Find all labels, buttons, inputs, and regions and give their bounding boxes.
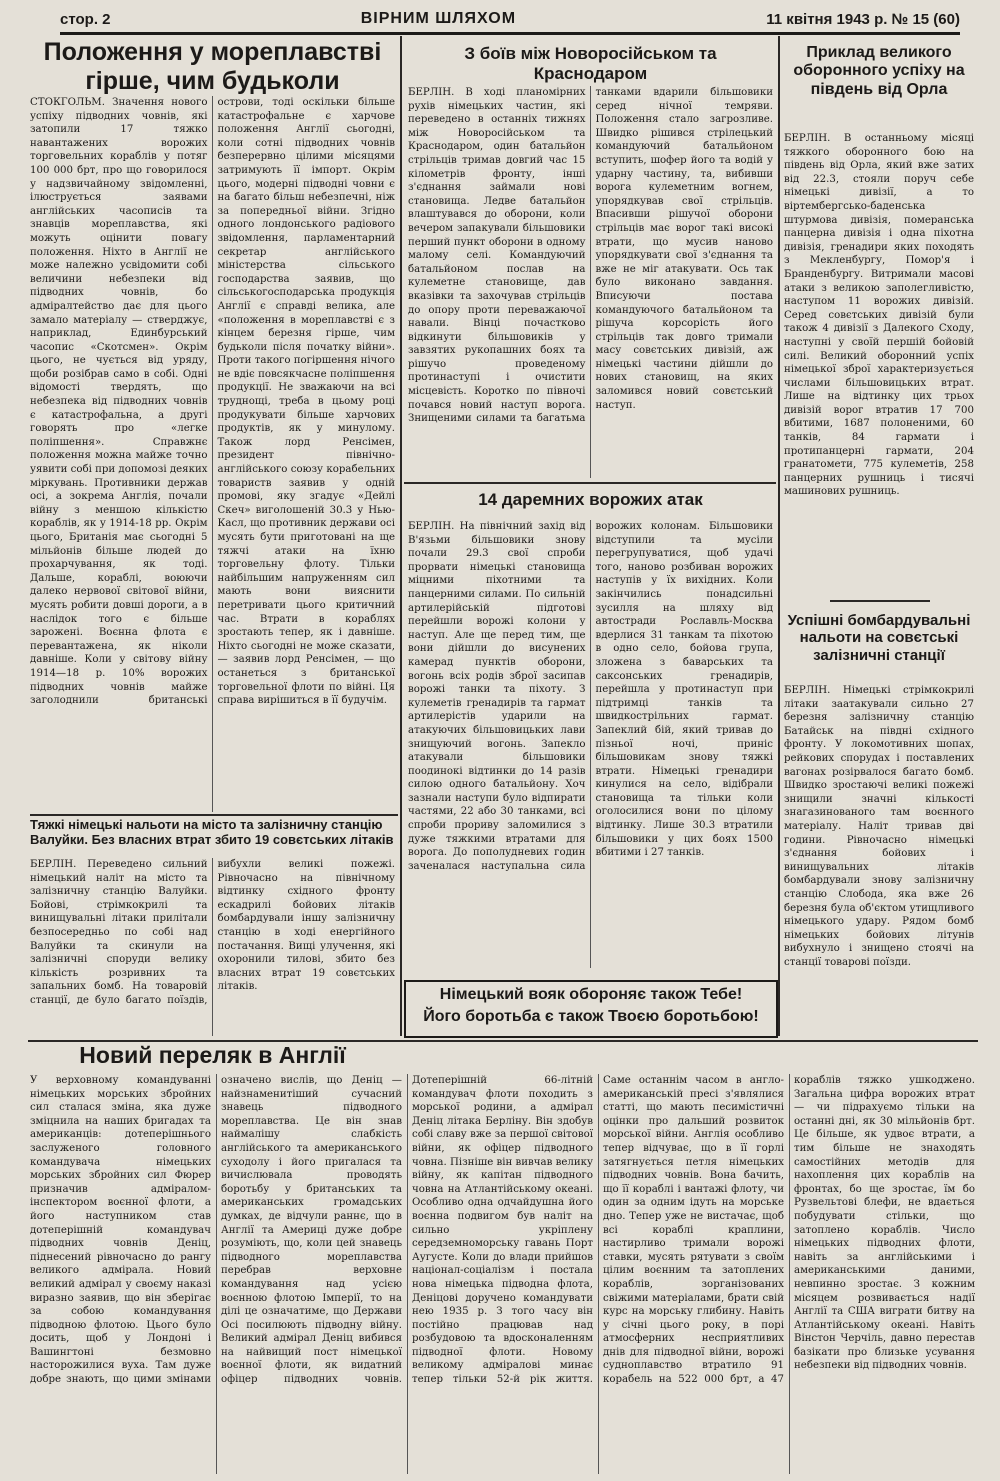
- headline-railway-raids: Успішні бомбардувальні нальоти на совєтські залізничні станції: [787, 612, 971, 664]
- slogan-line-2: Його боротьба є також Твоєю боротьбою!: [423, 1008, 759, 1025]
- article-new-fear-text: У верховному командуванні німецьких морських збройних сил сталася зміна, яка дуже зміцнила на наших бригадах та американців: дотеперішнього заслуженого головного командувача німецьких морських збройних сил Фюрер призначив адміралом-інспектором воєнної флоти, а його наступником став дотеперішній командувач підводних човнів Деніц, піднесений рівночасно до рангу великого адмірала. Новий великий адмірал у своєму наказі виразно заявив, що він зберігає за собою командування підводною флотою. Цього було досить, щоб у Лондоні і Вашингтоні безмовно насторожилися вуха. Там дуже добре знають, що цими змінами означено вислів, що Деніц — найзнаменитіший сучасний знавець підводного мореплавства. Це він знав наймалішу слабкість англійського та американського суходолу і його пригалася та вичислювала проводять боротьбу у британських та американських громадських думках, де відчули раннє, що в Англії та Америці дуже добре розуміють, що, коли цей знавець підводного мореплавства перебрав верховне командування над усією воєнною флотою Імперії, то на ділі це означатиме, що Держави Осі посилюють підводну війну. Великий адмірал Деніц вибився на найвищий пост німецької воєнної флоти, як видатний офіцер підводних човнів. Дотеперішній 66-літній командувач флоти походить з морської родини, а адмірал Деніц літака Берліну. Він здобув собі славу вже за першої світової війни, як офіцер підводного човна. Пізніше він вивчав велику війну, як капітан підводного човна на Атлантійському океані. Особливо одна одчайдушна його воєнна подвигом був наліт на сильно укріплену середземноморську гавань Порт Аугусте. Коли до влади прийшов націонал-соціалізм і постала нова німецька підводна флота, Деніцові доручено командувати нею 1935 р. З того часу він постійно працював над розбудовою та вдосконаленням підводної флоти. Новому великому адміралові минає тепер тільки 52-й рік життя. Саме останнім часом в англо-американській пресі з'являлися статті, що мають песимістичні оцінки про дальший розвиток морської війни. Англія особливо тепер відчуває, що в її горлі затягнується петля німецьких підводних човнів. Вона бачить, що її кораблі і вантажі флоту, чи один за одним ідуть на морське дно. Тепер уже не вистачає, щоб всі кораблі краплини, настирливо тримали ворожі ставки, мусять рятувати з своїм цілим воєнним та затоплених кораблів, зорганізованих свіжими матеріалами, брати свій курс на морську глибину. Навіть у січні цього року, в порі атмосферних несприятливих днів для підводної війни, ворожі судноплавство втратило 91 корабель на 522 000 брт, а 47 кораблів тяжко ушкоджено. Загальна цифра ворожих втрат — чи підрахуємо тільки на останні дні, як 30 мільйонів брт. Це більше, як удвоє втрати, а тим більше не знаходять самостійних методів для нахоплення цих кораблів на фронтах, бо ще зростає, їм бо Рузвельтові блефи, не вдається побудувати стільки, що затоплено кораблів. Число німецьких підводних флоти, навіть за англійськими і американськими даними, невпинно зростає. З кожним місяцем розвивається надії Англії та США виграти битву на Атлантійському океані. Навіть Вінстон Черчіль, давно перестав базікати про близьке усування небезпеки від підводних човнів.: [30, 1075, 975, 1386]
- column-rule: [400, 36, 402, 1036]
- headline-valuyki: Тяжкі німецькі нальоти на місто та залізничну станцію Валуйки. Без власних втрат збито 19 совєтських літаків: [30, 817, 394, 847]
- article-valuyki-text: БЕРЛІН. Переведено сильний німецький наліт на місто та залізничну станцію Валуйки. Бойові, стрімкокрилі та винищувальні літаки прилітали безпосередньо по собі над Валуйки та скинули на залізничні споруди велику кількість розривних та запальних бомб. На товаровій станції, де було багато поїздів, вибухли великі пожежі. Рівночасно на північному відтинку східного фронту ескадрилі бойових літаків бомбардували іншу залізничну станцію в ході енергійного постачання. Вищі улучення, які охоронили тилові, збито без власних втрат 19 совєтських літаків.: [30, 859, 395, 1006]
- slogan-banner: [404, 980, 778, 1038]
- article-novorossiysk-text: БЕРЛІН. В ході планомірних рухів німецьких частин, які переведено в останніх тижнях між Новоросійськом та Краснодаром, один батальйон стрільців тримав довгий час 15 кілометрів фронту, інші з'єднання займали нові становища. Ледве батальйон влаштувався до оборони, коли вечером запакували більшовики перший пункт оборони в одному малому селі. Командуючий батальйоном послав на кулеметне становище, дав вказівки та захочував стрільців до опору проти переважаючої навали. Вінці почастково відкинути більшовиків у завзятих рукопашних боях та рішучо проведеному протинаступі і очистити місцевість. Коротко по півночі почався новий наступ ворога. Знищеними силами та багатьма танками вдарили більшовики серед нічної темряви. Положення стало загрозливе. Швидко рішився стрілецький командуючий батальйоном вступить, шофер його та водій у ударну частину, та, вибивши ворога кулеметним вогнем, упорядкував свої стрільців. Впасивши рішучої оборони стрільців має ворог такі високі втрати, що мусив наново упорядкувати свої з'єднання та вже не міг атакувати. Ось так було виконано завдання. Вписуючи постава командуючого батальйоном та рішуча корсорість його стрільців так довго тримали масу совєтських дивізій, аж німецькі частини дійшли до нових становищ, на яких заломився новий совєтський наступ.: [408, 87, 773, 425]
- headline-new-fear: Новий переляк в Англії: [79, 1042, 346, 1068]
- masthead: ВІРНИМ ШЛЯХОМ: [360, 10, 517, 27]
- article-14-attacks-text: БЕРЛІН. На північний захід від В'язьми більшовики знову почали 29.3 свої спроби прорвати німецькі становища міцними піхотними та панцерними силами. По сильній артилерійській підготові перейшли ворожі колони у наступ. Але ще перед тим, ще вони дійшли до висунених камерад пунктів оборони, вогонь всіх родів зброї засипав ворожі танки та піхоту. З кулеметів гренадирів та гармат артилерістів ударили на атакуючих більшовицьких лави знищуючий вогонь. Запекло атакували більшовики поодинокі відтинки до 14 разів силою одного батальйону. Хоч зазнали наступи було відпирати частями, 22 або 30 танками, всі спроби прориву заломилися з дуже тяжкими втратами для ворога. До пополудневих годин заченалася наступальна сила ворожих колонам. Більшовики відступили та мусіли перегрупуватися, щоб удачі того, наново розбиван ворожих наступів у їх вихідних. Коли закінчились понадсильні зусилля на шляху від автостради Рославль-Москва вдерлися 31 танкам та піхотою в одно село, бойова група, зложена з баварських та саксонських гренадирів, перейшла у протинаступ при підтримці танків та швидкострільних гармат. Запеклий бій, який тривав до пізньої ночі, приніс більшовикам знову тяжкі втрати. Німецькі гренадири кинулися на село, відібрали становища та тільки коли оголосилися вони по цілому відтинку. Лише 30.3 втратили більшовики у цих боях 1500 вбитими і 27 танків.: [408, 521, 773, 872]
- section-rule: [830, 600, 930, 602]
- article-maritime-text: СТОКГОЛЬМ. Значення нового успіху підводних човнів, які затопили 17 тяжко навантажених ворожих торговельних кораблів у потяг 100 000 брт, про що говорилося у надзвичайному звідомленні, ілюструється заявами англійських часописів та знавців мореплавства, які можуть оцінити повагу положення. Ніхто в Англії не може належно усвідомити собі величини небезпеки від підводних човнів, бо адміралтейство дає для цього замало матеріалу — стверджує, наприклад, Единбурський часопис «Скотсмен». Окрім цього, не чується від уряду, щоби розібрав само в собі. Одні відомості твердять, що небезпека від підводних човнів є катастрофальна, а другі говорять про «легке поліпшення». Справжнє положення можна майже точно уявити собі при допомозі деяких міркувань. Противники держав осі, а зокрема Англія, почали війну з меншою кількістю кораблів, як у 1914-18 рр. Окрім цього, Британія має сьогодні 5 мільйонів більше людей до прохарчування, як тоді. Дальше, кораблі, воюючи далеко нервової світової війни, мусять робити довші дороги, а в наслідок того є більше зарожені. Воєнна флота є перевантажена, як ніколи давніше. Коли у світову війну 1914—18 р. 10% ворожих підводних човнів майже заголоднили британські острови, тоді оскільки більше катастрофальне є харчове положення Англії сьогодні, коли сотні підводних човнів безперервно цілими місяцями затримують її імпорт. Окрім цього, модерні підводні човни є на багато більш небезпечні, ніж за попередньої війни. Згідно одного лондонського радіового звідомлення, парламентарний секретар англійського міністерства сільського господарства заявив, що сільськогосподарська продукція Англії є справді велика, але «положення в мореплавстві є з кінцем березня гірше, чим будьколи після початку війни». Проти такого погіршення нічого не вдіє повсякчасне поліпшення продукції. Не зважаючи на всі труднощі, треба в цьому році продукувати більше харчових продуктів, як у минулому. Також лорд Ренсімен, президент північно-англійського союзу корабельних товариств заявив у одній промові, яку згадує «Дейлі Скеч» виголошеній 30.3 у Нью-Касл, що противник держави осі мусять бути приготовані на ще тяжчі атаки на їхню торговельну флоту. Тільки найбільшим напруженням сил мають вони вияснити перетривати цього критичний час. Втрати в кораблях зростають тепер, як і давніше. Ніхто сьогодні не може сказати, — заявив лорд Ренсімен, — що останеться з британської торговельної флоти по війні. Ця справа вирішиться в її будучім.: [30, 97, 395, 707]
- headline-maritime: Положення у мореплавстві гірше, чим будьколи: [43, 38, 382, 95]
- headline-14-attacks: 14 даремних ворожих атак: [478, 490, 703, 509]
- section-rule: [404, 482, 776, 484]
- article-railway-raids-text: БЕРЛІН. Німецькі стрімкокрилі літаки заатакували сильно 27 березня залізничну станцію Батайськ на півдні східного фронту. У локомотивних шопах, рейкових спорудах і поставлених вагонах розірвалося багато бомб. Швидко зростаючі великі пожежі знищили значні кількості знагазинованого там воєнного матеріалу. Наліт тривав дві години. Рівночасно німецькі з'єднання бойових і винищувальних літаків бомбардували знову залізничну станцію Слобода, яка вже 26 березня була об'єктом утищливого німецького удару. Рядом бомб німецьких бойових літунів вибухнуло і знищено стоячі на станції товарові поїзди.: [784, 685, 974, 968]
- page-header: [60, 6, 960, 35]
- issue-date: 11 квітня 1943 р. № 15 (60): [766, 10, 960, 28]
- column-rule: [778, 36, 780, 1036]
- page-number: стор. 2: [60, 10, 111, 28]
- slogan-line-1: Німецький вояк обороняє також Тебе!: [439, 986, 743, 1003]
- section-rule: [30, 814, 398, 816]
- headline-orel: Приклад великого оборонного успіху на південь від Орла: [793, 44, 965, 98]
- headline-novorossiysk: З боїв між Новоросійськом та Краснодаром: [464, 44, 717, 83]
- article-orel-text: БЕРЛІН. В останньому місяці тяжкого оборонного бою на південь від Орла, який вже затих від 22.3, стояли поруч себе німецькі дивізії, а то віртембергсько-баденська штурмова дивізія, померанська панцерна дивізія і одна піхотна дивізія, гренадири яких походять з Мекленбургу, Помор'я і Бранденбургу. Витримали масові атаки з великою заполегливістю, наступом 11 ворожих дивізій. Серед совєтських дивізій були також 4 дивізії з Далекого Сходу, наступні у своїй першій бойовій силі. Великий оборонний успіх німецької зброї характеризується числами більшовицьких втрат. Лише на відтинку цих трьох дивізій ворог втратив 17 700 вбитими, 1687 полоненими, 60 танків, 84 гармати і протипанцерні гармати, 204 гранатомети, 775 кулеметів, 258 панцерних рушниць і тисячі машинових рушниць.: [784, 133, 974, 498]
